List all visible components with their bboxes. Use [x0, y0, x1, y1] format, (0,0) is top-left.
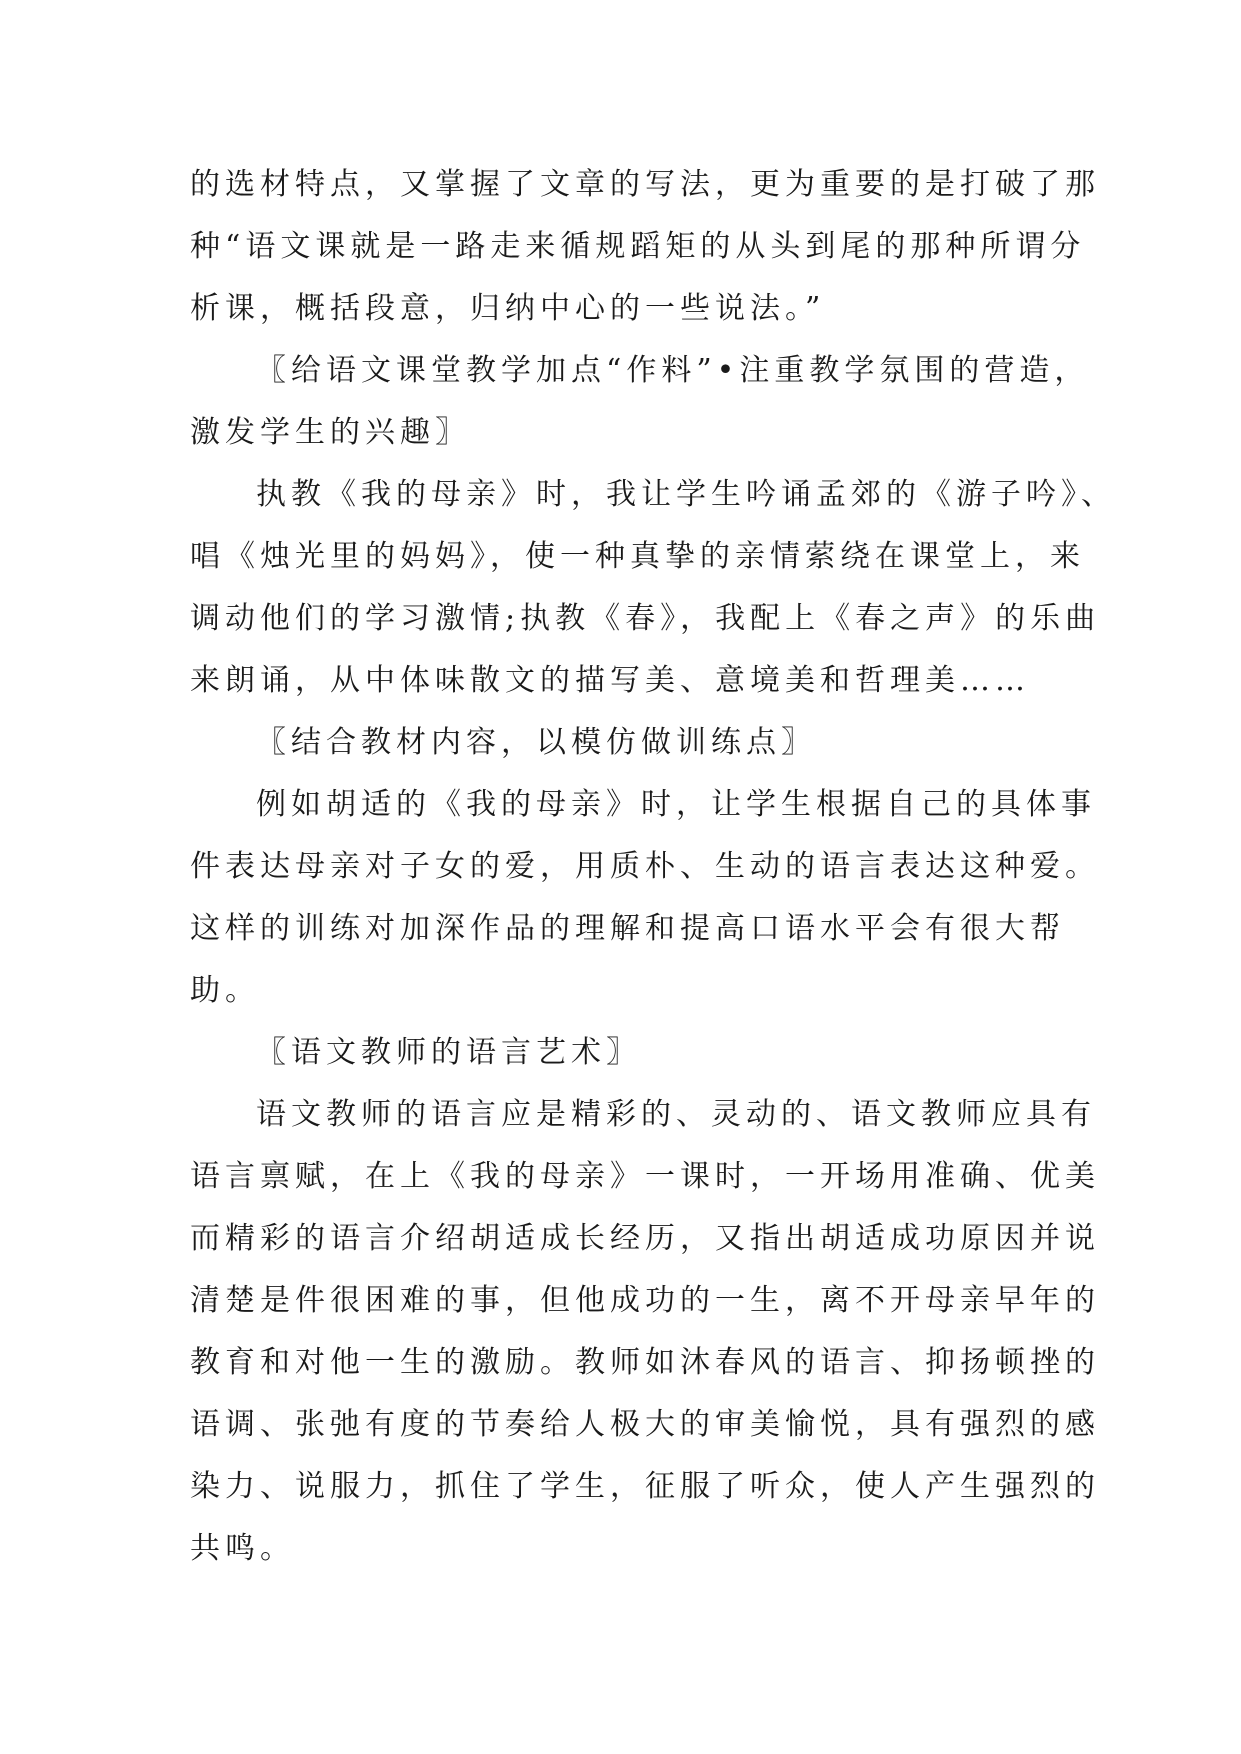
section-heading [190, 1022, 1050, 1084]
paragraph [190, 774, 1100, 1022]
text-line: 语调、张弛有度的节奏给人极大的审美愉悦，具有强烈的感 [190, 1407, 1100, 1442]
paragraph [190, 1084, 1100, 1580]
text-line: 调动他们的学习激情;执教《春》，我配上《春之声》的乐曲 [190, 601, 1101, 636]
text-line: 教育和对他一生的激励。教师如沐春风的语言、抑扬顿挫的 [190, 1345, 1100, 1380]
paragraph [190, 464, 1116, 712]
text-line: 染力、说服力，抓住了学生，征服了听众，使人产生强烈的 [190, 1469, 1100, 1504]
text-line: 共鸣。 [190, 1531, 295, 1566]
heading-line: 〖语文教师的语言艺术〗 [256, 1035, 641, 1070]
text-line: 这样的训练对加深作品的理解和提高口语水平会有很大帮 [190, 911, 1065, 946]
text-line: 清楚是件很困难的事，但他成功的一生，离不开母亲早年的 [190, 1283, 1100, 1318]
text-line: 助。 [190, 973, 260, 1008]
text-line: 的选材特点，又掌握了文章的写法，更为重要的是打破了那 [190, 167, 1100, 202]
text-line: 种“语文课就是一路走来循规蹈矩的从头到尾的那种所谓分 [190, 229, 1086, 264]
text-line: 来朗诵，从中体味散文的描写美、意境美和哲理美…… [190, 663, 1030, 698]
text-line: 例如胡适的《我的母亲》时，让学生根据自己的具体事 [256, 787, 1096, 822]
text-line: 件表达母亲对子女的爱，用质朴、生动的语言表达这种爱。 [190, 849, 1100, 884]
heading-line: 〖结合教材内容，以模仿做训练点〗 [256, 725, 816, 760]
body-text [190, 154, 1116, 1580]
paragraph-continuation [190, 154, 1100, 340]
section-heading [190, 712, 1050, 774]
text-line: 而精彩的语言介绍胡适成长经历，又指出胡适成功原因并说 [190, 1221, 1100, 1256]
text-line: 语文教师的语言应是精彩的、灵动的、语文教师应具有 [256, 1097, 1096, 1132]
heading-line: 〖给语文课堂教学加点“作料”•注重教学氛围的营造， [256, 353, 1090, 388]
section-heading [190, 340, 1090, 464]
heading-line: 激发学生的兴趣〗 [190, 415, 470, 450]
text-line: 语言禀赋，在上《我的母亲》一课时，一开场用准确、优美 [190, 1159, 1100, 1194]
text-line: 唱《烛光里的妈妈》，使一种真挚的亲情萦绕在课堂上，来 [190, 539, 1085, 574]
text-line: 执教《我的母亲》时，我让学生吟诵孟郊的《游子吟》、 [256, 477, 1116, 512]
text-line: 析课，概括段意，归纳中心的一些说法。” [190, 291, 826, 326]
